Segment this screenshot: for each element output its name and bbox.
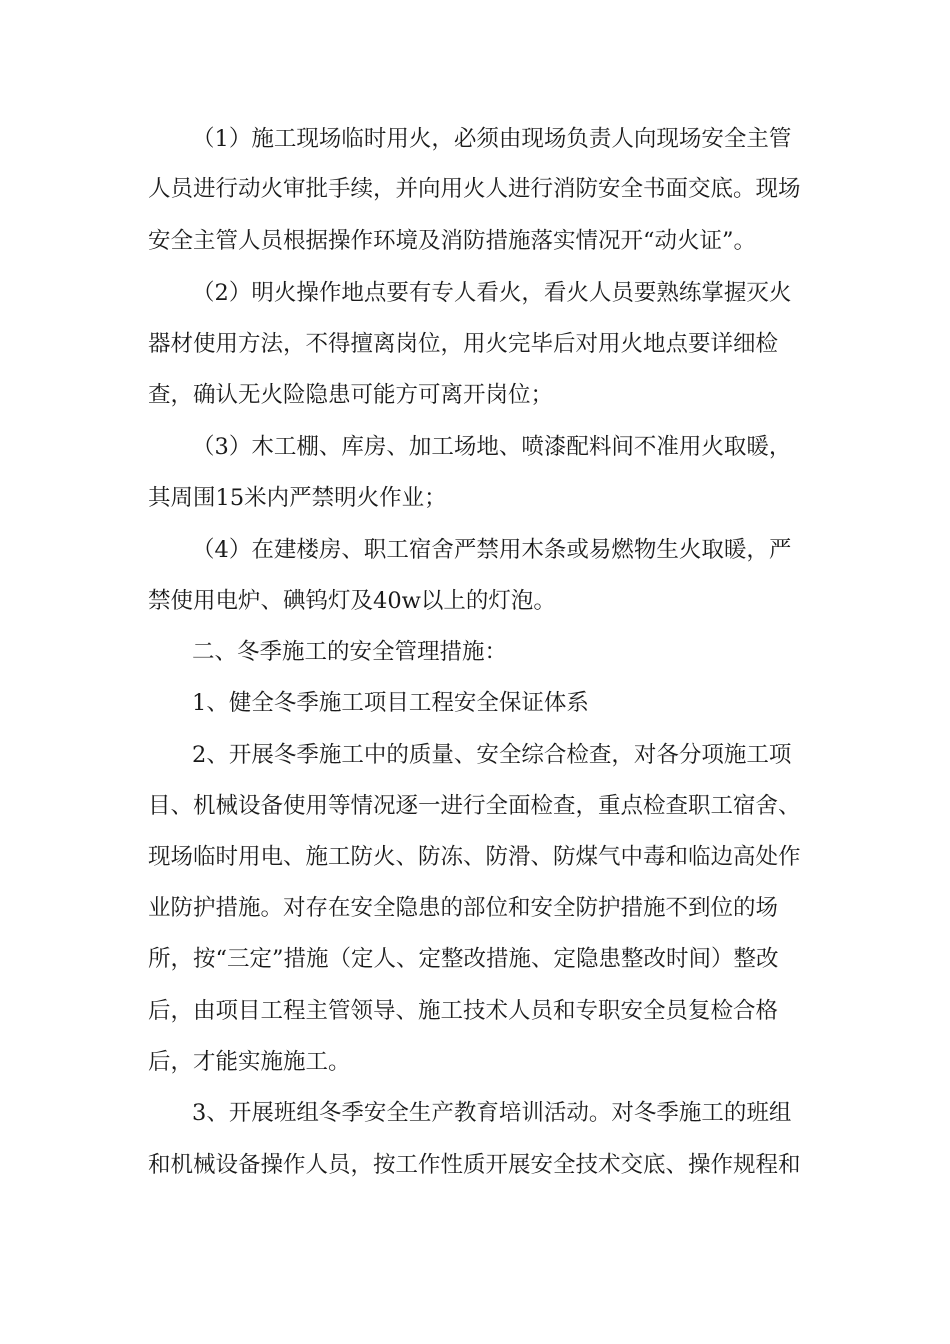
text-line-21: 和机械设备操作人员，按工作性质开展安全技术交底、操作规程和 <box>148 1152 801 1178</box>
text-line-19: 后，才能实施施工。 <box>148 1049 351 1075</box>
text-line-15: 现场临时用电、施工防火、防冻、防滑、防煤气中毒和临边高处作 <box>148 844 801 870</box>
text-line-8: 其周围15米内严禁明火作业； <box>148 485 447 511</box>
text-line-14: 目、机械设备使用等情况逐一进行全面检查，重点检查职工宿舍、 <box>148 793 801 819</box>
text-line-12: 1、健全冬季施工项目工程安全保证体系 <box>192 690 589 716</box>
text-line-13: 2、开展冬季施工中的质量、安全综合检查，对各分项施工项 <box>192 742 792 768</box>
text-line-18: 后，由项目工程主管领导、施工技术人员和专职安全员复检合格 <box>148 998 779 1024</box>
text-line-16: 业防护措施。对存在安全隐患的部位和安全防护措施不到位的场 <box>148 895 779 921</box>
text-line-9: （4）在建楼房、职工宿舍严禁用木条或易燃物生火取暖，严 <box>192 537 792 563</box>
text-line-3: 安全主管人员根据操作环境及消防措施落实情况开“动火证”。 <box>148 228 757 254</box>
text-line-20: 3、开展班组冬季安全生产教育培训活动。对冬季施工的班组 <box>192 1100 792 1126</box>
text-line-5: 器材使用方法，不得擅离岗位，用火完毕后对用火地点要详细检 <box>148 331 779 357</box>
text-line-2: 人员进行动火审批手续，并向用火人进行消防安全书面交底。现场 <box>148 176 801 202</box>
text-line-7: （3）木工棚、库房、加工场地、喷漆配料间不准用火取暖， <box>192 434 792 460</box>
text-line-4: （2）明火操作地点要有专人看火，看火人员要熟练掌握灭火 <box>192 280 792 306</box>
text-line-6: 查，确认无火险隐患可能方可离开岗位； <box>148 382 554 408</box>
text-line-10: 禁使用电炉、碘钨灯及40w以上的灯泡。 <box>148 588 556 614</box>
section-heading: 二、冬季施工的安全管理措施： <box>192 639 508 665</box>
text-line-1: （1）施工现场临时用火，必须由现场负责人向现场安全主管 <box>192 126 792 152</box>
text-line-17: 所，按“三定”措施（定人、定整改措施、定隐患整改时间）整改 <box>148 946 779 972</box>
